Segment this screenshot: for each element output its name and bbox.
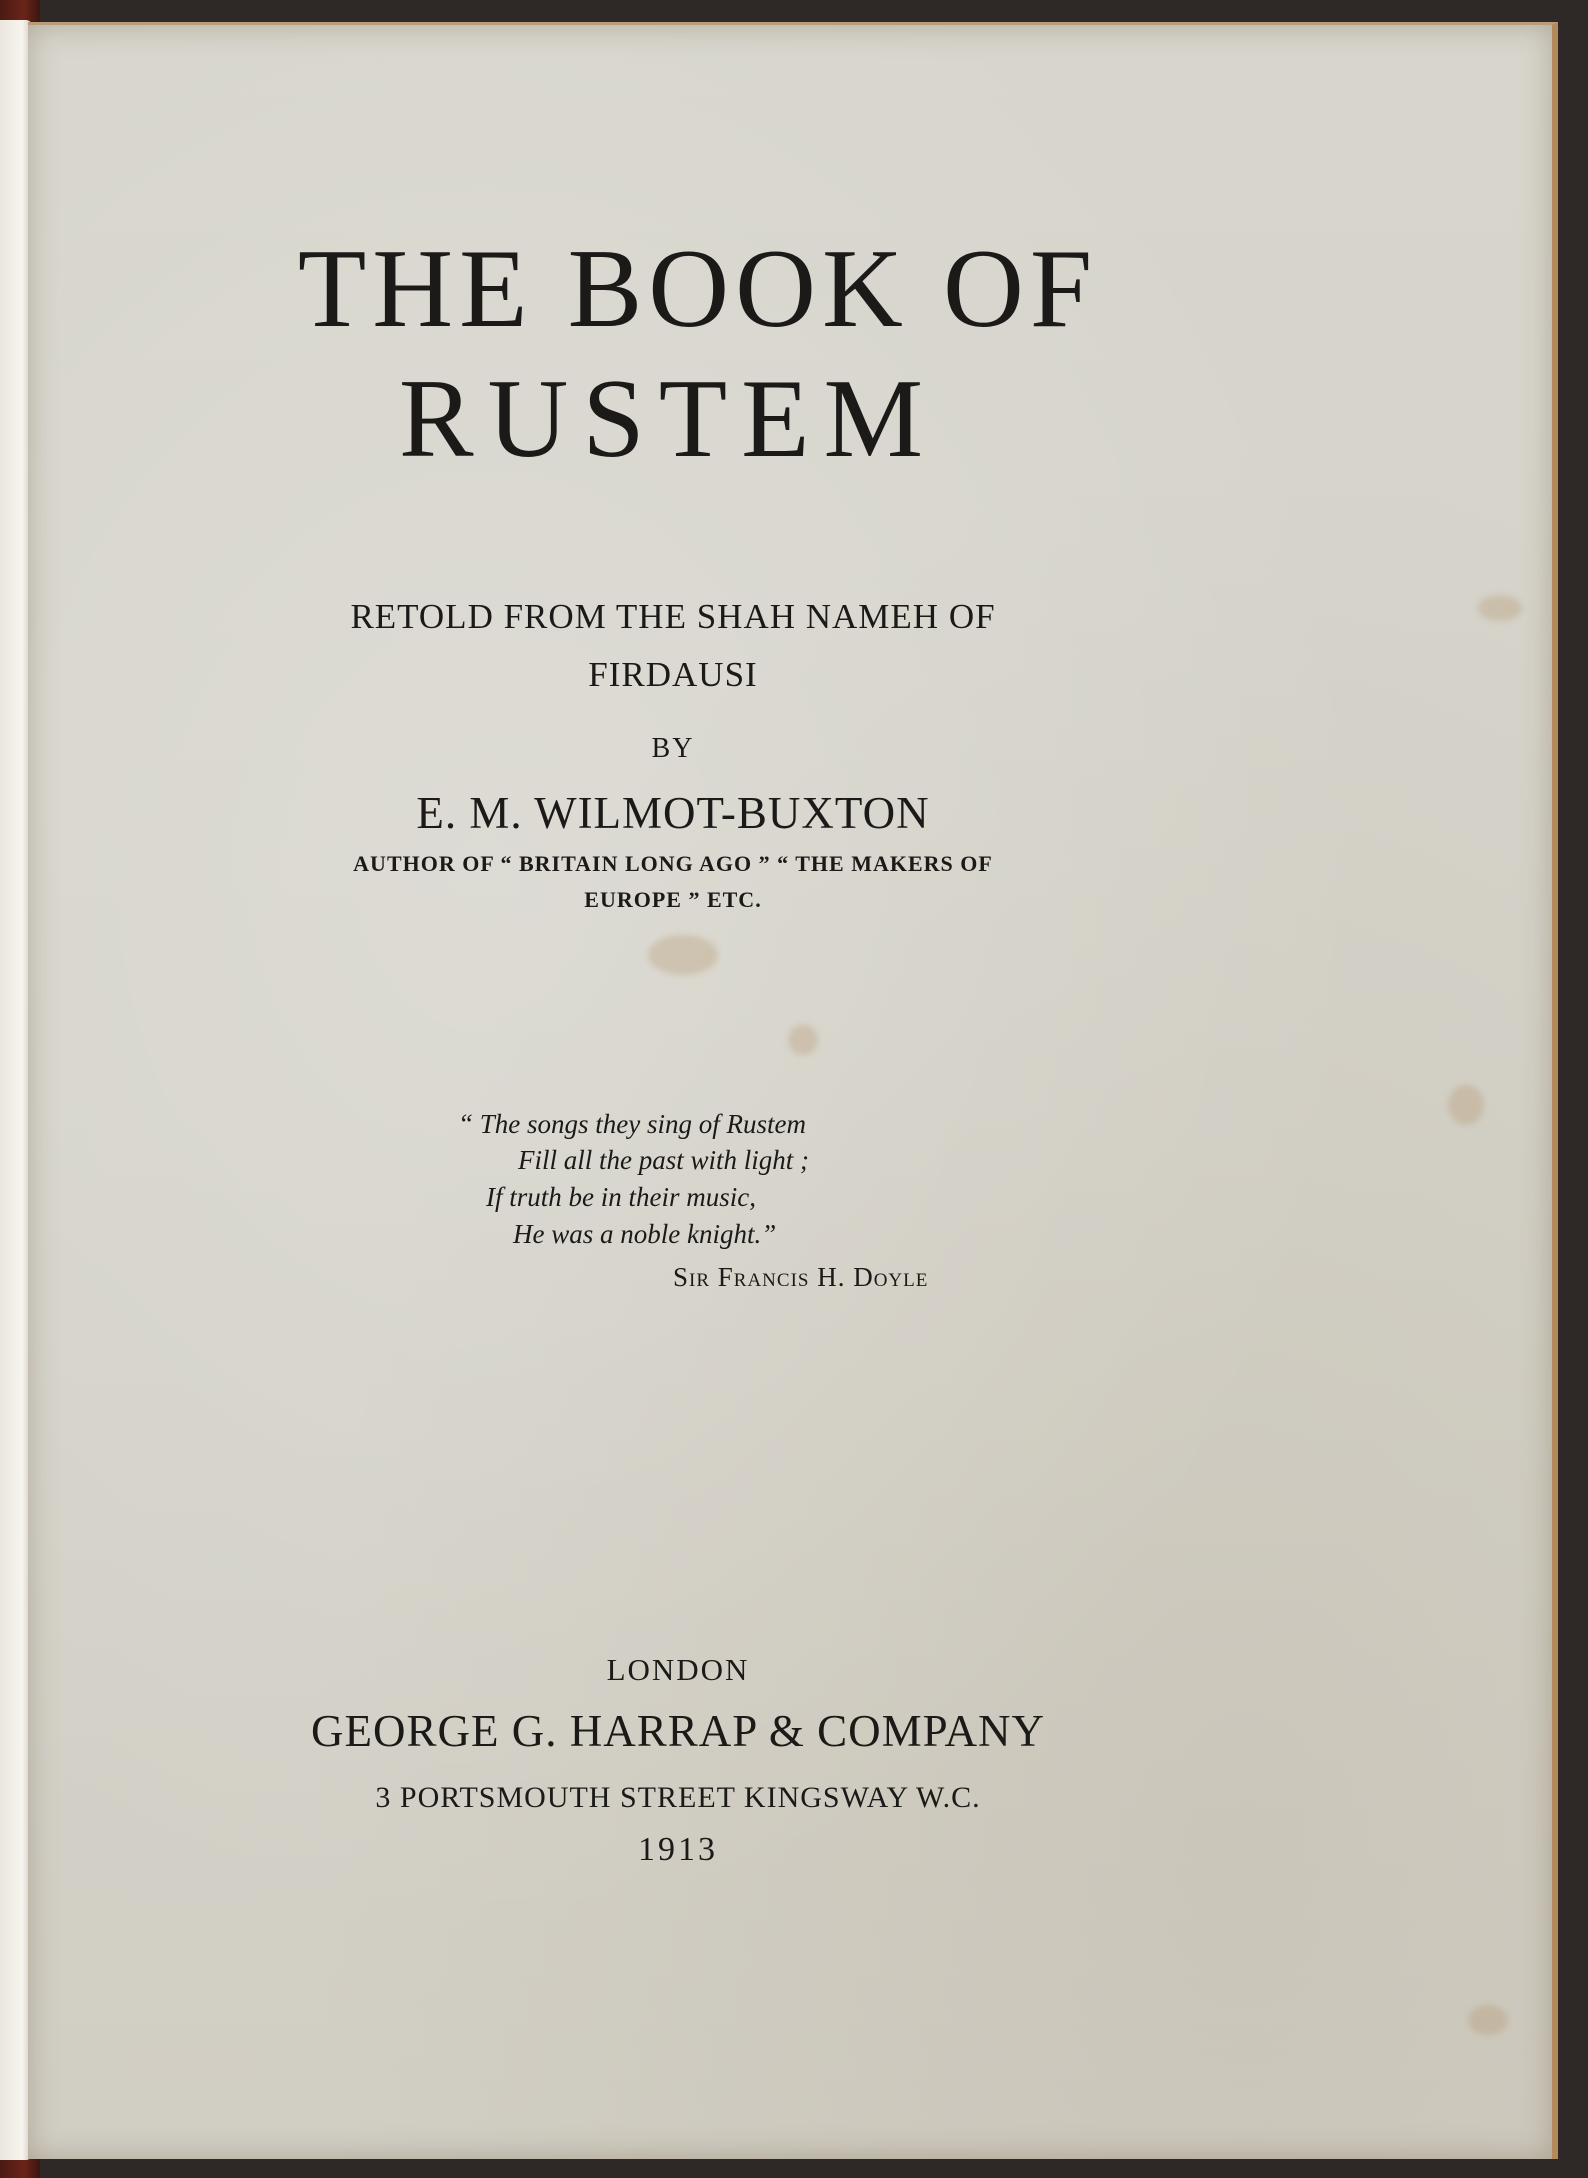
publication-year: 1913	[638, 1831, 718, 1868]
foxing-spot	[1468, 2005, 1508, 2035]
author-credits-line-2: EUROPE ” ETC.	[584, 887, 762, 912]
foxing-spot	[1478, 595, 1522, 621]
subtitle-line-2: FIRDAUSI	[588, 655, 758, 694]
epigraph-line: “ The songs they sing of Rustem	[458, 1109, 806, 1139]
title-line-1: THE BOOK OF	[297, 227, 1099, 351]
foxing-spot	[1448, 1085, 1484, 1125]
imprint-city: LONDON	[606, 1652, 750, 1687]
subtitle-line-1: RETOLD FROM THE SHAH NAMEH OF	[350, 597, 996, 636]
by-label: BY	[651, 733, 695, 764]
epigraph-line: Fill all the past with light ;	[518, 1145, 810, 1175]
publisher-address: 3 PORTSMOUTH STREET KINGSWAY W.C.	[375, 1781, 981, 1814]
publisher-name: GEORGE G. HARRAP & COMPANY	[310, 1706, 1046, 1756]
foxing-spot	[648, 935, 718, 975]
title-line-2: RUSTEM	[398, 357, 938, 481]
author-name: E. M. WILMOT-BUXTON	[416, 788, 930, 838]
epigraph-attribution: Sir Francis H. Doyle	[673, 1262, 929, 1292]
epigraph-line: He was a noble knight.”	[513, 1219, 777, 1249]
epigraph-line: If truth be in their music,	[486, 1182, 756, 1212]
author-credits-line-1: AUTHOR OF “ BRITAIN LONG AGO ” “ THE MAKERS OF	[353, 851, 993, 876]
foxing-spot	[788, 1025, 818, 1055]
title-page	[28, 22, 1558, 2159]
